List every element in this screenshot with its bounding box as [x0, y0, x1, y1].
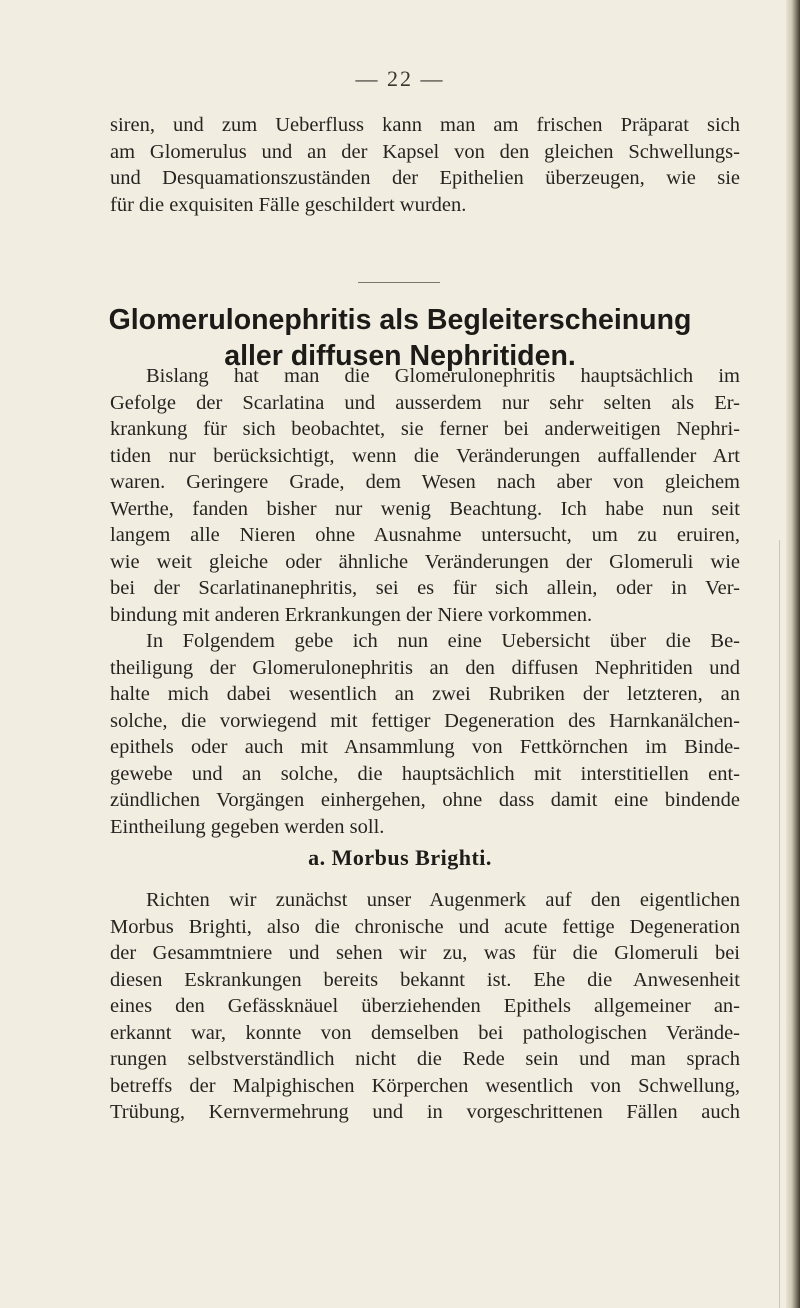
section-divider — [358, 282, 440, 283]
text-line: erkannt war, konnte von demselben bei pathologischen Verände- — [110, 1021, 740, 1044]
text-line: Morbus Brighti, also die chronische und acute fettige Degeneration — [110, 915, 740, 938]
text-line: Trübung, Kernvermehrung und in vorgeschrittenen Fällen auch — [110, 1101, 740, 1123]
final-paragraph — [110, 887, 740, 1126]
text-line: halte mich dabei wesentlich an zwei Rubriken der letzteren, an — [110, 683, 740, 705]
text-line: eines den Gefässknäuel überziehenden Epithels allgemeiner an- — [110, 995, 740, 1017]
text-line: siren, und zum Ueberfluss kann man am frischen Präparat sich — [110, 114, 740, 136]
text-line: und Desquamationszuständen der Epithelien überzeugen, wie sie — [110, 167, 740, 189]
section-heading-line-2: aller diffusen Nephritiden. — [224, 340, 576, 372]
text-line: zündlichen Vorgängen einhergehen, ohne dass damit eine bindende — [110, 789, 740, 811]
text-line: der Gesammtniere und sehen wir zu, was für die Glomeruli bei — [110, 942, 740, 964]
text-line: gewebe und an solche, die hauptsächlich mit interstitiellen ent- — [110, 762, 740, 785]
text-line: bindung mit anderen Erkrankungen der Niere vorkommen. — [110, 603, 593, 626]
text-line: waren. Geringere Grade, dem Wesen nach aber von gleichem — [110, 471, 740, 493]
section-paragraphs — [110, 363, 740, 840]
page-fold-line — [779, 540, 780, 1308]
subsection-heading: a. Morbus Brighti. — [308, 845, 492, 870]
text-line: bei der Scarlatinanephritis, sei es für sich allein, oder in Ver- — [110, 577, 740, 599]
text-line: krankung für sich beobachtet, sie ferner bei anderweitigen Nephri- — [110, 418, 740, 440]
intro-paragraph — [110, 112, 740, 218]
text-line: theiligung der Glomerulonephritis an den diffusen Nephritiden und — [110, 656, 740, 679]
page-number: — 22 — — [355, 66, 445, 91]
text-line: Eintheilung gegeben werden soll. — [110, 815, 385, 838]
text-line: diesen Eskrankungen bereits bekannt ist. Ehe die Anwesenheit — [110, 968, 740, 991]
text-line: In Folgendem gebe ich nun eine Uebersicht über die Be- — [146, 630, 740, 652]
text-line: am Glomerulus und an der Kapsel von den gleichen Schwellungs- — [110, 140, 740, 163]
text-line: epithels oder auch mit Ansammlung von Fettkörnchen im Binde- — [110, 736, 740, 758]
text-line: Bislang hat man die Glomerulonephritis hauptsächlich im — [146, 365, 740, 387]
text-line: für die exquisiten Fälle geschildert wurden. — [110, 193, 467, 216]
text-line: langem alle Nieren ohne Ausnahme untersucht, um zu eruiren, — [110, 524, 740, 546]
text-line: rungen selbstverständlich nicht die Rede sein und man sprach — [110, 1048, 740, 1070]
section-heading-line-1: Glomerulonephritis als Begleiterscheinung — [108, 304, 692, 336]
text-line: Gefolge der Scarlatina und ausserdem nur sehr selten als Er- — [110, 391, 740, 414]
page-edge-shadow — [786, 0, 800, 1308]
text-line: betreffs der Malpighischen Körperchen wesentlich von Schwellung, — [110, 1074, 740, 1097]
text-line: wie weit gleiche oder ähnliche Veränderungen der Glomeruli wie — [110, 550, 740, 573]
text-line: tiden nur berücksichtigt, wenn die Veränderungen auffallender Art — [110, 444, 740, 467]
text-line: solche, die vorwiegend mit fettiger Degeneration des Harnkanälchen- — [110, 709, 740, 732]
text-line: Richten wir zunächst unser Augenmerk auf den eigentlichen — [146, 889, 740, 911]
text-line: Werthe, fanden bisher nur wenig Beachtung. Ich habe nun seit — [110, 497, 740, 520]
